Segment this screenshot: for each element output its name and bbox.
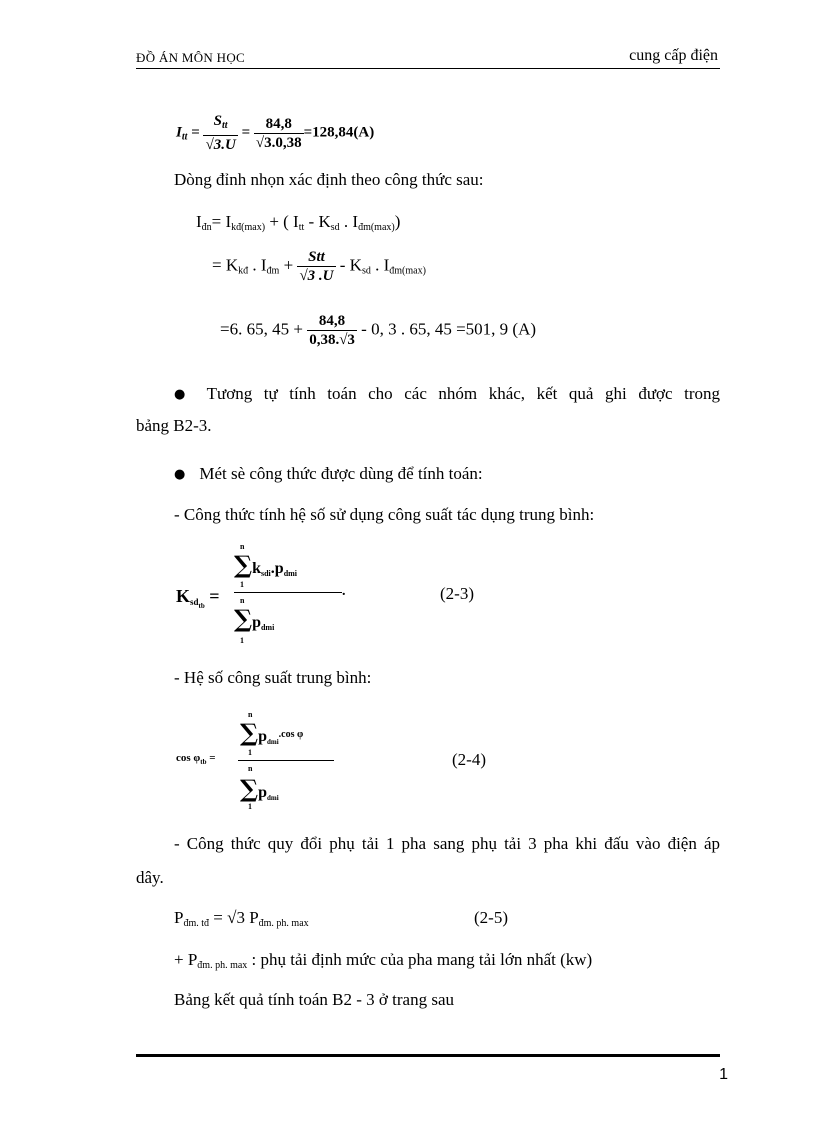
equation-label-2-4: (2-4) [452, 750, 486, 769]
text-bang-ket-qua: Bảng kết quả tính toán B2 - 3 ở trang sau [174, 990, 454, 1009]
equation-pdm-td: $P_{đm. tđ} = √3$ $P_{đm. ph. max}$ [174, 908, 309, 929]
bullet-icon: ● [174, 467, 186, 482]
equation-idn-line1: $I_{đn}= I_{kđ(max)}$ + ( $I_{tt} - K_{sd}$ . $I_{đm(max)}$) [196, 212, 401, 233]
bullet-tuong-tu-line1: ● Tương tự tính toán cho các nhóm khác, kết quả ghi được trong [174, 384, 721, 403]
equation-ksd: $K_{sdtb}$ = n $\sum k_{sdi}.p_{dmi}$ 1 . n $\sum p_{dmi}$ 1 [176, 542, 346, 645]
text-quy-doi-line1: - Công thức quy đổi phụ tải 1 pha sang phụ tải 3 pha khi đấu vào điện áp [174, 834, 720, 853]
text-dinh-nhon: Dòng đỉnh nhọn xác định theo công thức sau: [174, 170, 484, 189]
equation-cos: $\cos \varphi_{tb}$ = n $\sum p_{dmi}^{.cos \varphi}$ 1 n $\sum p_{dmi}$ 1 [176, 706, 456, 818]
bullet-icon: ● [174, 387, 193, 402]
equation-itt: $I_{tt}$ = $\frac{S_{tt}}{√3.U}$ = $\frac{84,8}{√3.0,38}$ =128,84(A) [176, 113, 375, 153]
equation-idn-line3: =6. 65, 45 + $\frac{84,8}{0,38.√3}$ - 0, 3 . 65, 45 =501, 9 (A) [220, 313, 537, 348]
footer-divider [136, 1054, 720, 1057]
header-left: ĐỒ ÁN MÔN HỌC [136, 50, 245, 65]
header-divider [136, 68, 720, 69]
equation-idn-line2: = $K_{kđ}$ . $I_{đm}$ + $\frac{\text{Stt}}{√3 .U}$ - $K_{sd}$ . $I_{đm(max)}$ [212, 249, 426, 284]
equation-label-2-5: (2-5) [474, 908, 508, 927]
header-right: cung cấp điện [629, 47, 718, 64]
text-cos-title: - Hệ số công suất trung bình: [174, 668, 372, 687]
text-quy-doi-line2: dây. [136, 868, 164, 887]
bullet-cong-thuc: ● Mét sè công thức được dùng để tính toán: [174, 464, 483, 483]
bullet-tuong-tu-line2: bảng B2-3. [136, 416, 212, 435]
text-ksd-title: - Công thức tính hệ số sử dụng công suất tác dụng trung bình: [174, 505, 595, 524]
text-pdm-ph-max: + $P_{đm. ph. max}$ : phụ tải định mức của pha mang tải lớn nhất (kw) [174, 950, 593, 971]
equation-label-2-3: (2-3) [440, 584, 474, 603]
page-number: 1 [719, 1066, 728, 1083]
